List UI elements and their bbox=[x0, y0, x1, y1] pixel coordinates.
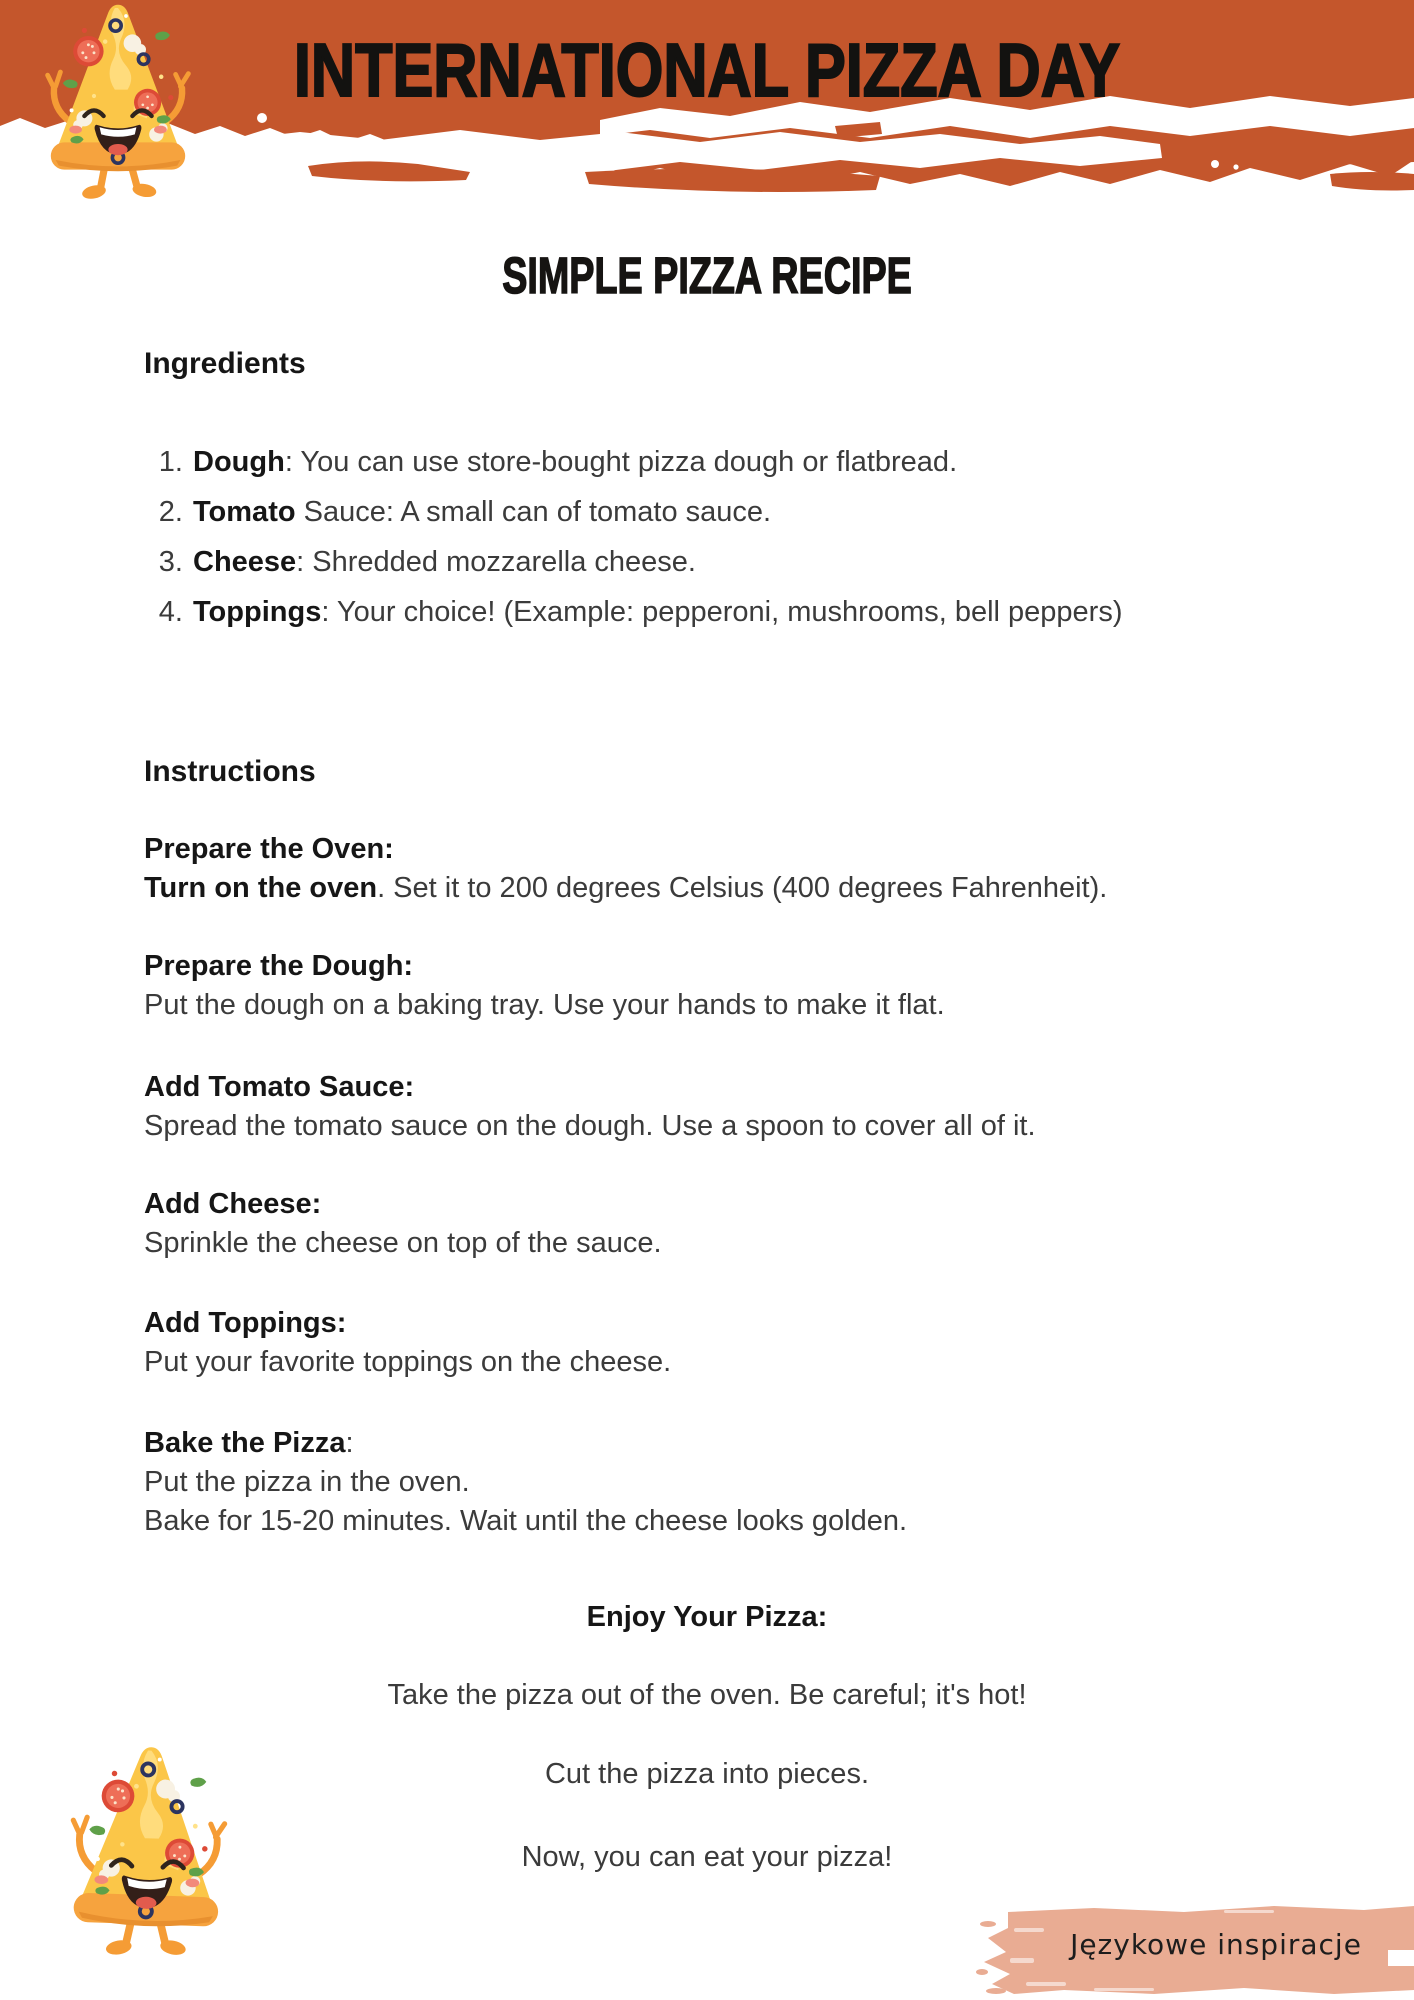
ingredients-heading: Ingredients bbox=[144, 347, 306, 380]
enjoy-line: Now, you can eat your pizza! bbox=[521, 1841, 893, 1873]
step-prepare-oven: Prepare the Oven: Turn on the oven. Set it to 200 degrees Celsius (400 degrees Fahrenheit). bbox=[144, 833, 1108, 904]
ingredients-list bbox=[144, 443, 1341, 643]
step-prepare-dough: Prepare the Dough: Put the dough on a baking tray. Use your hands to make it flat. bbox=[144, 950, 945, 1021]
enjoy-line: Take the pizza out of the oven. Be careful; it's hot! bbox=[387, 1679, 1027, 1711]
recipe-title: SIMPLE PIZZA RECIPE bbox=[502, 247, 912, 304]
step-add-tomato-sauce: Add Tomato Sauce: Spread the tomato sauce on the dough. Use a spoon to cover all of it. bbox=[144, 1071, 1036, 1142]
step-add-cheese: Add Cheese: Sprinkle the cheese on top of the sauce. bbox=[144, 1188, 662, 1259]
pizza-character-icon bbox=[58, 1739, 237, 1960]
ingredient-item: 4. Toppings: Your choice! (Example: pepperoni, mushrooms, bell peppers) bbox=[191, 593, 1341, 632]
brand-name: Językowe inspiracje bbox=[1070, 1928, 1362, 1961]
ingredient-item: 1. Dough: You can use store-bought pizza dough or flatbread. bbox=[191, 443, 1341, 482]
enjoy-line: Cut the pizza into pieces. bbox=[544, 1758, 869, 1790]
step-add-toppings: Add Toppings: Put your favorite toppings on the cheese. bbox=[144, 1307, 672, 1378]
ingredient-item: 3. Cheese: Shredded mozzarella cheese. bbox=[191, 543, 1341, 582]
page-title: INTERNATIONAL PIZZA DAY bbox=[293, 29, 1121, 113]
instructions-heading: Instructions bbox=[144, 755, 316, 788]
enjoy-heading: Enjoy Your Pizza: bbox=[586, 1601, 828, 1633]
ingredient-item: 2. Tomato Sauce: A small can of tomato sauce. bbox=[191, 493, 1341, 532]
step-bake-the-pizza: Bake the Pizza: Put the pizza in the oven. Bake for 15-20 minutes. Wait until the cheese looks golden. bbox=[144, 1427, 908, 1537]
